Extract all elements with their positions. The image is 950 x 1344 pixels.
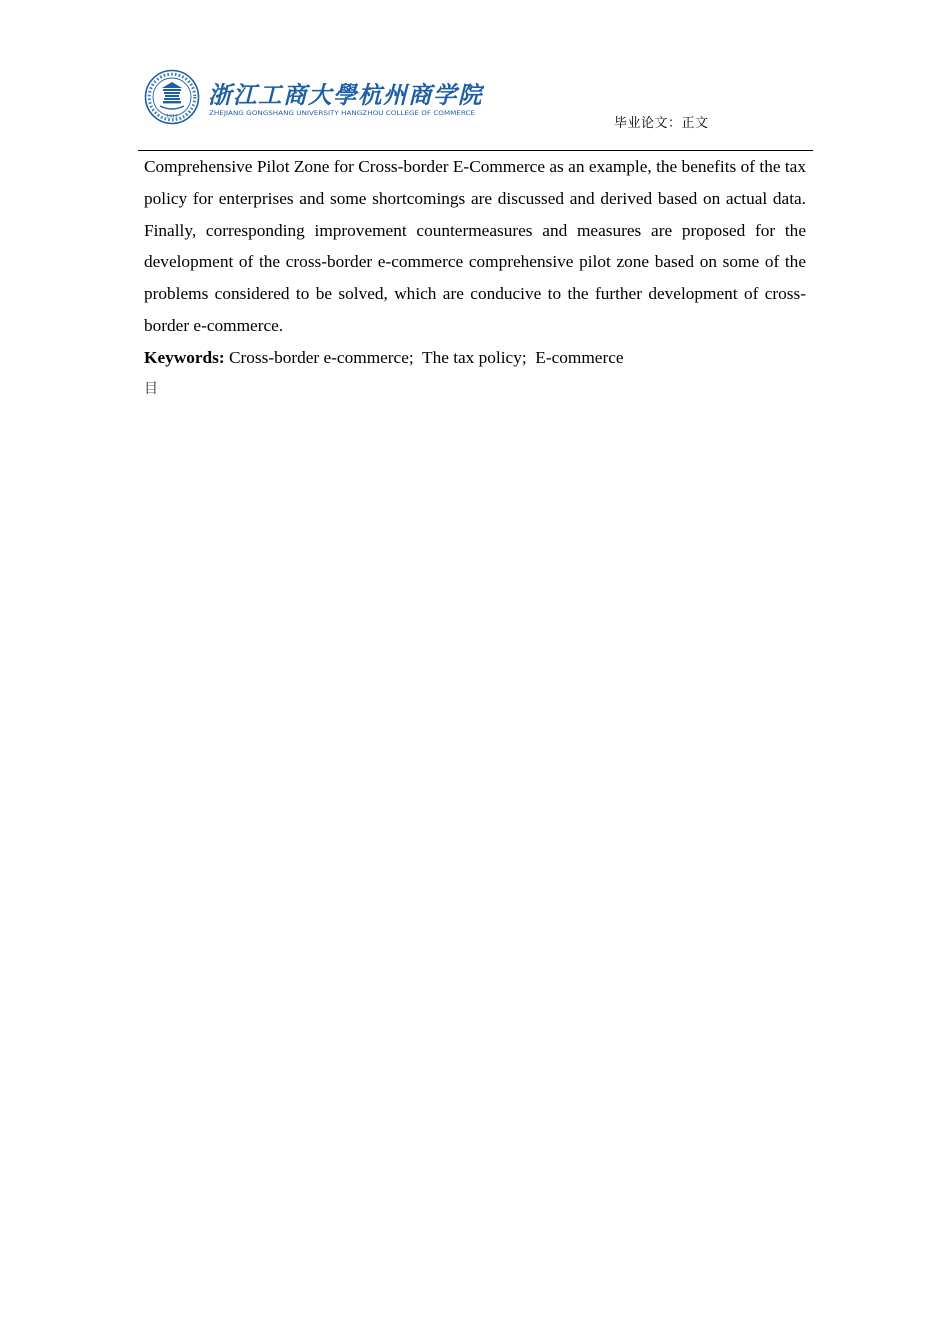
svg-text:1911: 1911 <box>166 114 178 120</box>
abstract-body <box>144 151 806 404</box>
toc-heading-fragment: 目 <box>144 380 158 397</box>
university-seal-icon <box>144 69 484 127</box>
abstract-paragraph: Comprehensive Pilot Zone for Cross-border E-Commerce as an example, the benefits of the tax policy for enterprises and some shortcomings are discussed and derived based on actual data. Finally, corresponding improvement countermeasures and measures are proposed for the development of the cross-border e-commerce comprehensive pilot zone based on some of the problems considered to be solved, which are conducive to the further development of cross-border e-commerce. <box>144 157 806 335</box>
logo-english-name: ZHEJIANG GONGSHANG UNIVERSITY HANGZHOU COLLEGE OF COMMERCE <box>209 110 476 117</box>
logo-chinese-name: 浙江工商大學杭州商学院 <box>208 81 483 109</box>
page-header <box>138 64 813 151</box>
running-head: 毕业论文：正文 <box>614 116 709 131</box>
keywords-line <box>144 342 806 374</box>
keywords-label: Keywords: <box>144 347 225 367</box>
keywords-text: Cross-border e-commerce; The tax policy; E-commerce <box>224 347 624 367</box>
university-logo <box>144 69 484 127</box>
